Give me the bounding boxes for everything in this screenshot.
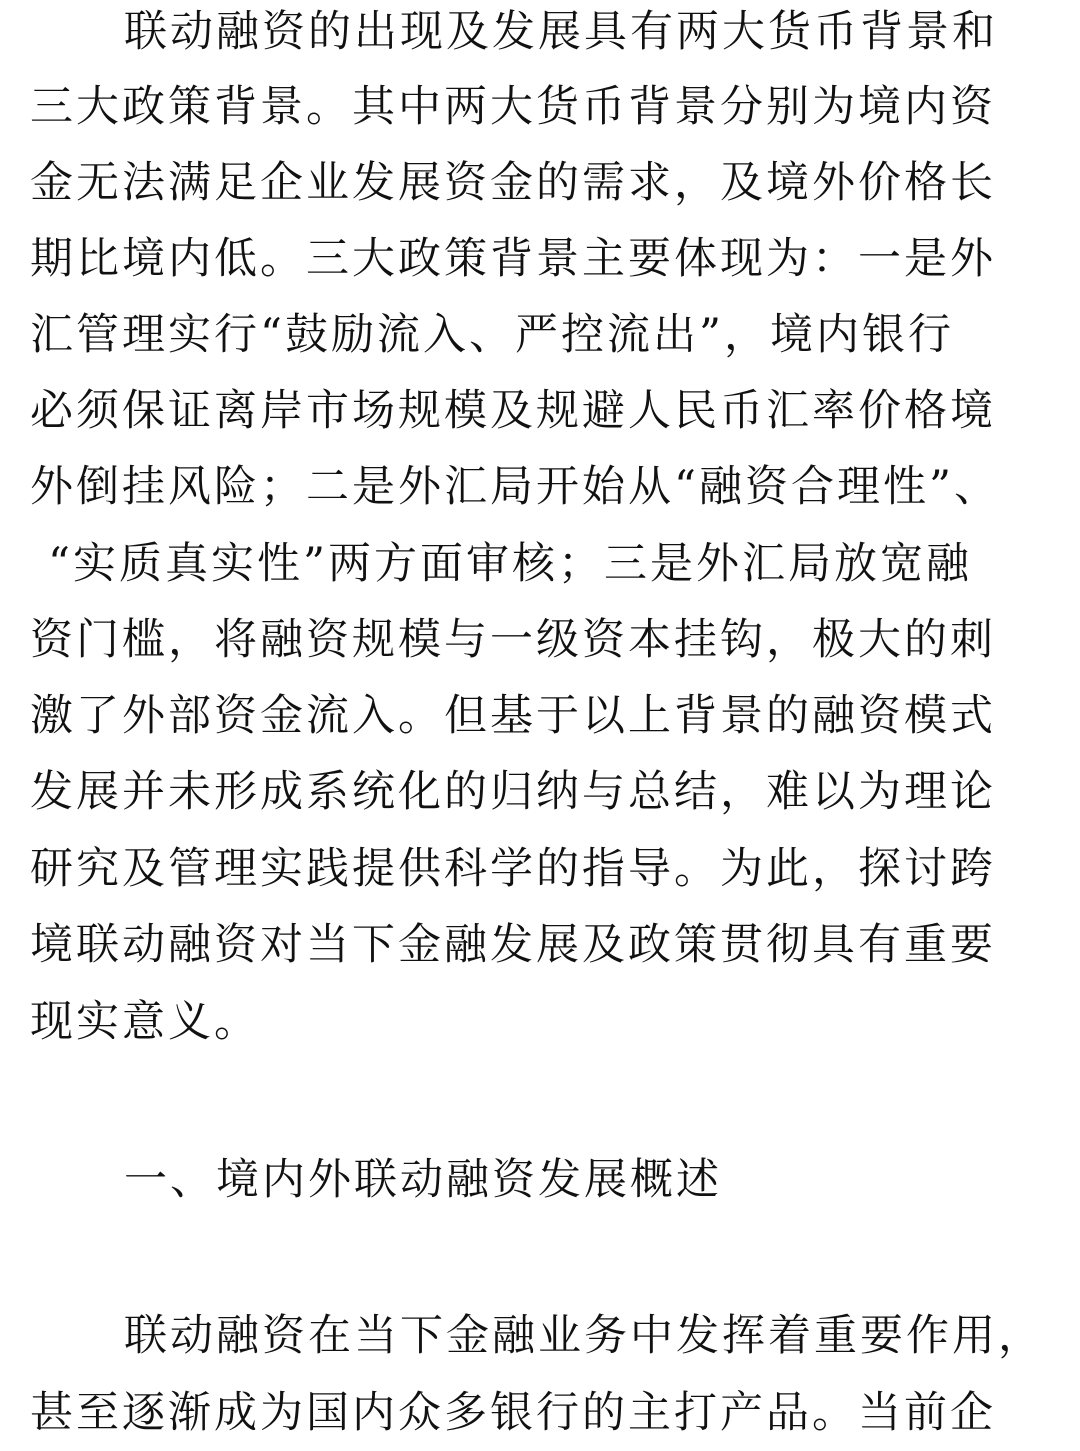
paragraph-1-line-8: “实质真实性”两方面审核；三是外汇局放宽融 [48,539,972,589]
paragraph-1-line-4: 期比境内低。三大政策背景主要体现为：一是外 [30,234,996,284]
paragraph-1-line-2: 三大政策背景。其中两大货币背景分别为境内资 [30,82,996,132]
paragraph-1-line-3: 金无法满足企业发展资金的需求，及境外价格长 [30,158,996,208]
section-heading: 一、境内外联动融资发展概述 [124,1155,722,1205]
paragraph-1-line-6: 必须保证离岸市场规模及规避人民币汇率价格境 [30,386,996,436]
paragraph-1-line-1: 联动融资的出现及发展具有两大货币背景和 [124,7,998,57]
paragraph-2-line-1: 联动融资在当下金融业务中发挥着重要作用， [124,1311,1044,1361]
paragraph-1-line-13: 境联动融资对当下金融发展及政策贯彻具有重要 [30,920,996,970]
paragraph-1-line-7: 外倒挂风险；二是外汇局开始从“融资合理性”、 [30,462,1000,512]
paragraph-1-line-11: 发展并未形成系统化的归纳与总结，难以为理论 [30,767,996,817]
paragraph-2-line-2: 甚至逐渐成为国内众多银行的主打产品。当前企 [30,1388,996,1438]
paragraph-1-line-14: 现实意义。 [30,997,260,1047]
paragraph-1-line-10: 激了外部资金流入。但基于以上背景的融资模式 [30,691,996,741]
paragraph-1-line-12: 研究及管理实践提供科学的指导。为此，探讨跨 [30,844,996,894]
paragraph-1-line-9: 资门槛，将融资规模与一级资本挂钩，极大的刺 [30,615,996,665]
paragraph-1-line-5: 汇管理实行“鼓励流入、严控流出”，境内银行 [30,310,954,360]
